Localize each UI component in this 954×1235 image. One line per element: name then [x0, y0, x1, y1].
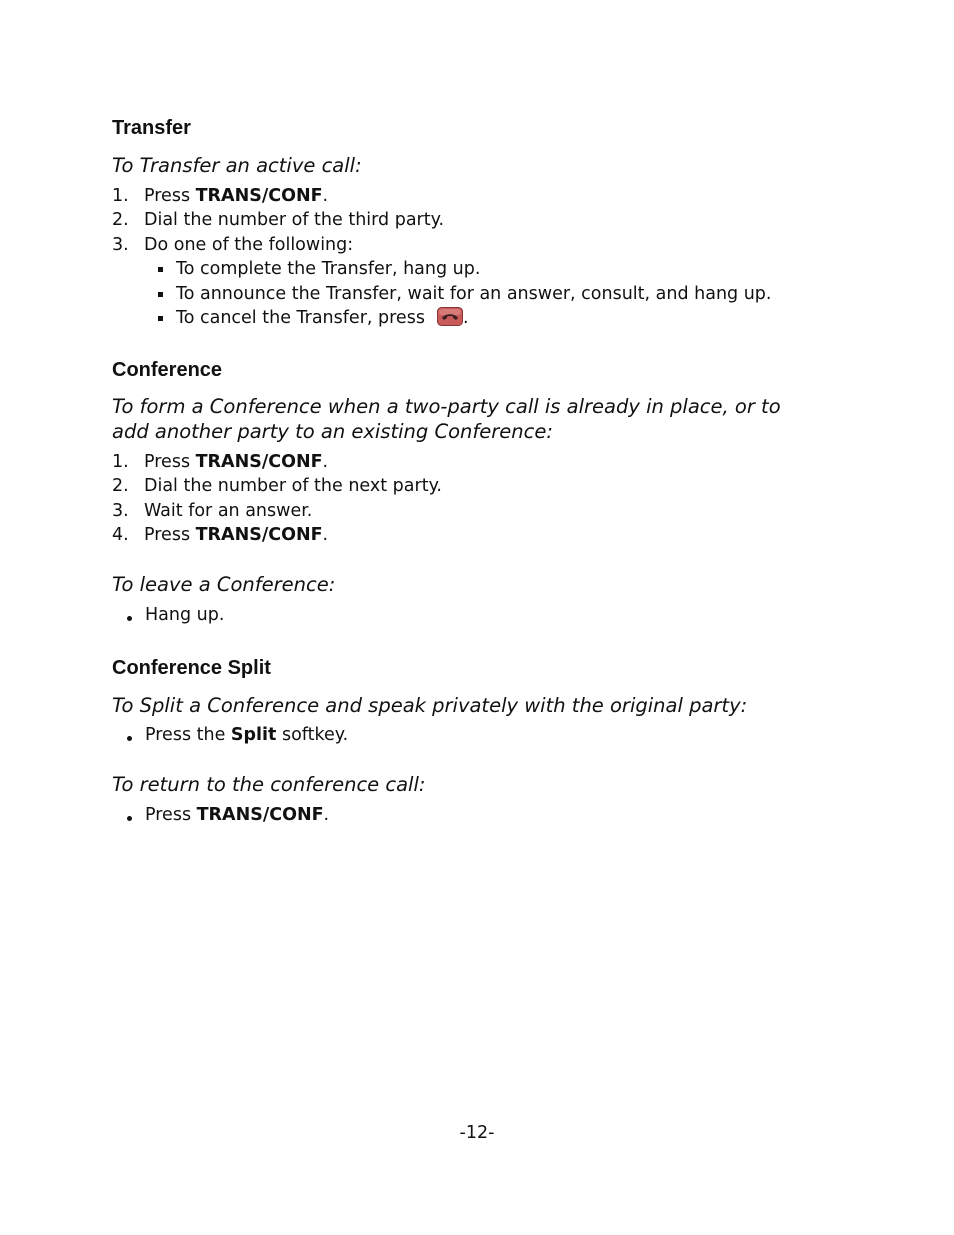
transfer-intro: To Transfer an active call: [112, 154, 362, 177]
transfer-step-1: 1. Press TRANS/CONF. [112, 186, 329, 206]
round-bullet-icon [127, 736, 132, 741]
return-intro: To return to the conference call: [112, 773, 426, 796]
split-intro: To Split a Conference and speak privately with the original party: [112, 694, 748, 717]
conference-intro-line-2: add another party to an existing Conference: [112, 420, 553, 443]
conference-step-2: 2. Dial the number of the next party. [112, 476, 442, 496]
leave-conference-step: Hang up. [145, 605, 225, 625]
return-step: Press TRANS/CONF. [145, 805, 330, 825]
conference-step-3: 3. Wait for an answer. [112, 501, 313, 521]
transfer-option-3: To cancel the Transfer, press . [176, 307, 469, 332]
split-step: Press the Split softkey. [145, 725, 349, 745]
round-bullet-icon [127, 816, 132, 821]
page-number: -12- [459, 1123, 495, 1143]
heading-conference-split: Conference Split [112, 657, 271, 679]
conference-step-1: 1. Press TRANS/CONF. [112, 452, 329, 472]
leave-conference-intro: To leave a Conference: [112, 573, 336, 596]
transfer-step-2: 2. Dial the number of the third party. [112, 210, 445, 230]
conference-intro-line-1: To form a Conference when a two-party call is already in place, or to [112, 395, 781, 418]
square-bullet-icon [158, 316, 163, 321]
hangup-icon [437, 307, 463, 332]
heading-transfer: Transfer [112, 117, 191, 139]
round-bullet-icon [127, 616, 132, 621]
heading-conference: Conference [112, 359, 223, 381]
conference-step-4: 4. Press TRANS/CONF. [112, 525, 329, 545]
transfer-step-3: 3. Do one of the following: [112, 235, 354, 255]
square-bullet-icon [158, 267, 163, 272]
transfer-option-2: To announce the Transfer, wait for an answer, consult, and hang up. [176, 284, 772, 304]
square-bullet-icon [158, 292, 163, 297]
transfer-option-1: To complete the Transfer, hang up. [176, 259, 481, 279]
